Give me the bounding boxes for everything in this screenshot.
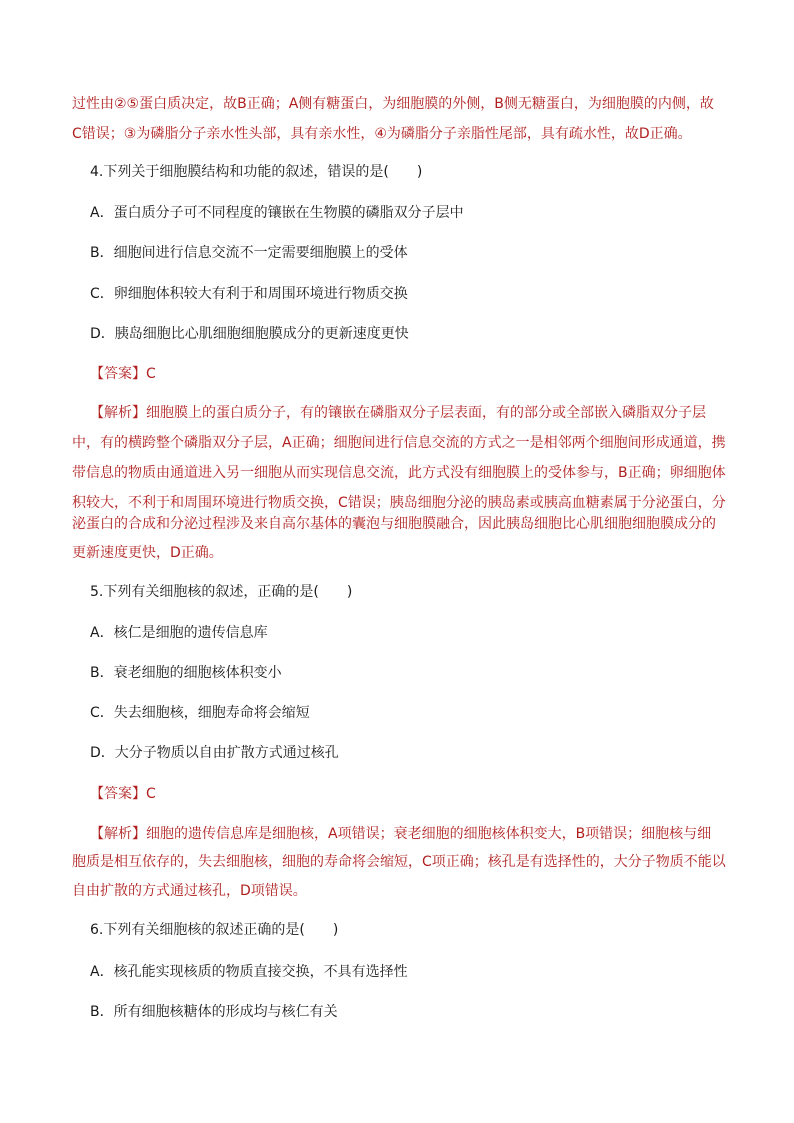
intro-line-1: 过性由②⑤蛋白质决定，故B正确；A侧有糖蛋白，为细胞膜的外侧，B侧无糖蛋白，为细胞膜的内侧，故 [72, 96, 714, 112]
answer-tag: 【答案】 [90, 366, 146, 382]
q4-analysis-line-3: 带信息的物质由通道进入另一细胞从而实现信息交流，此方式没有细胞膜上的受体参与，B正确；卵细胞体 [72, 465, 726, 481]
q4-analysis-line-5: 泌蛋白的合成和分泌过程涉及来自高尔基体的囊泡与细胞膜融合，因此胰岛细胞比心肌细胞细胞膜成分的 [72, 516, 716, 532]
q5-analysis-line-3: 自由扩散的方式通过核孔，D项错误。 [72, 883, 307, 899]
q4-option-b: B．细胞间进行信息交流不一定需要细胞膜上的受体 [90, 245, 408, 261]
q5-option-d: D．大分子物质以自由扩散方式通过核孔 [90, 745, 339, 761]
q6-option-a: A．核孔能实现核质的物质直接交换，不具有选择性 [90, 964, 408, 980]
q5-analysis-line-1 [90, 824, 711, 844]
q4-option-c: C．卵细胞体积较大有利于和周围环境进行物质交换 [90, 286, 408, 302]
analysis-tag: 【解析】 [90, 405, 146, 421]
q5-stem: 5.下列有关细胞核的叙述，正确的是( ) [90, 584, 353, 600]
analysis-text: 细胞的遗传信息库是细胞核，A项错误；衰老细胞的细胞核体积变大，B项错误；细胞核与细 [146, 826, 712, 842]
q5-analysis-line-2: 胞质是相互依存的，失去细胞核，细胞的寿命将会缩短，C项正确；核孔是有选择性的，大分子物质不能以 [72, 854, 726, 870]
q5-answer [90, 784, 156, 804]
q4-option-a: A．蛋白质分子可不同程度的镶嵌在生物膜的磷脂双分子层中 [90, 205, 464, 221]
q4-answer [90, 364, 156, 384]
answer-value: C [146, 366, 156, 382]
q4-analysis-line-4: 积较大，不利于和周围环境进行物质交换，C错误；胰岛细胞分泌的胰岛素或胰高血糖素属于分泌蛋白，分 [72, 495, 726, 511]
q6-stem: 6.下列有关细胞核的叙述正确的是( ) [90, 922, 339, 938]
q4-option-d: D．胰岛细胞比心肌细胞细胞膜成分的更新速度更快 [90, 326, 409, 342]
q5-option-c: C．失去细胞核，细胞寿命将会缩短 [90, 705, 310, 721]
intro-line-2: C错误；③为磷脂分子亲水性头部，具有亲水性，④为磷脂分子亲脂性尾部，具有疏水性，故D正确。 [72, 126, 692, 142]
answer-value: C [146, 786, 156, 802]
q4-analysis-line-1 [90, 403, 706, 423]
answer-tag: 【答案】 [90, 786, 146, 802]
analysis-text: 细胞膜上的蛋白质分子，有的镶嵌在磷脂双分子层表面，有的部分或全部嵌入磷脂双分子层 [146, 405, 706, 421]
q5-option-b: B．衰老细胞的细胞核体积变小 [90, 665, 282, 681]
q4-analysis-line-2: 中，有的横跨整个磷脂双分子层，A正确；细胞间进行信息交流的方式之一是相邻两个细胞间形成通道，携 [72, 435, 726, 451]
q5-option-a: A．核仁是细胞的遗传信息库 [90, 625, 268, 641]
q4-stem: 4.下列关于细胞膜结构和功能的叙述，错误的是( ) [90, 164, 423, 180]
q4-analysis-line-6: 更新速度更快，D正确。 [72, 545, 223, 561]
q6-option-b: B．所有细胞核糖体的形成均与核仁有关 [90, 1004, 338, 1020]
analysis-tag: 【解析】 [90, 826, 146, 842]
